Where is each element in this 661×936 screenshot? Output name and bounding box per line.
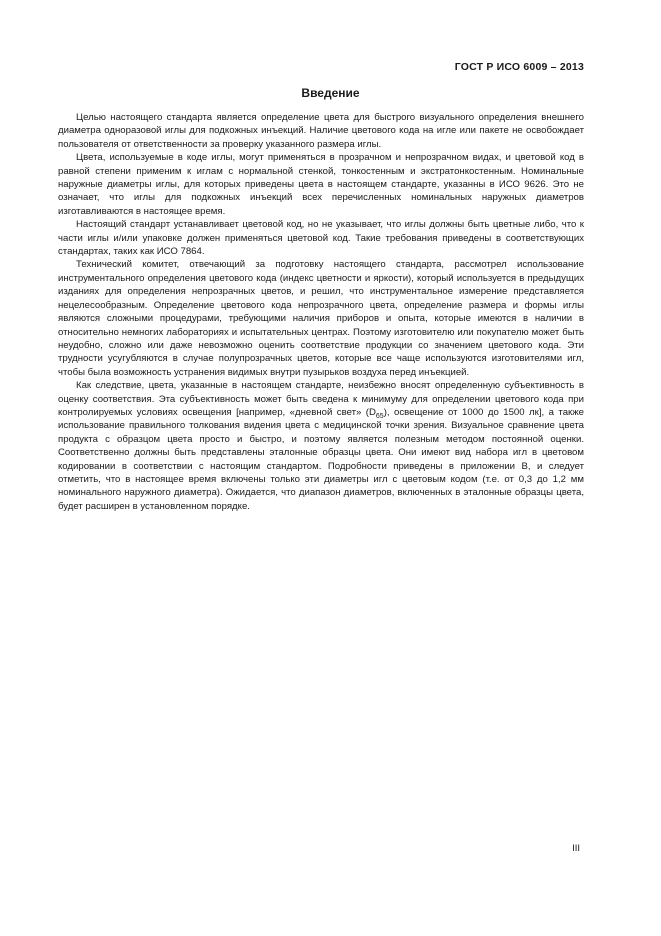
paragraph-5	[58, 379, 584, 513]
standard-header: ГОСТ Р ИСО 6009 – 2013	[454, 61, 584, 73]
paragraph-5-part-1: Как следствие, цвета, указанные в настоящем стандарте, неизбежно вносят определенную субъективность в оценку соответствия. Эта субъективность может быть сведена к минимуму для определении цветового кода при контролируемых условиях освещения [например, «дневной свет» (D	[58, 380, 584, 418]
body-text	[58, 111, 584, 513]
page-number: III	[572, 843, 580, 854]
paragraph-5-part-2: ), освещение от 1000 до 1500 лк], а также использование правильного толкования видения цвета с медицинской точки зрения. Визуальное сравнение цвета продукта с образцом цвета просто и быстро, и поэтому является полезным методом постоянной оценки. Соответственно должны быть представлены эталонные образцы цвета. Они имеют вид набора игл в цветовом кодировании в соответствии с настоящим стандартом. Подробности приведены в приложении В, и следует отметить, что в настоящее время включены только эти диаметры игл с цветовым кодом (т.е. от 0,3 до 1,2 мм номинального наружного диаметра). Ожидается, что диапазон диаметров, включенных в эталонные образцы цвета, будет расширен в установленном порядке.	[58, 406, 584, 512]
paragraph-2: Цвета, используемые в коде иглы, могут применяться в прозрачном и непрозрачном видах, и цветовой код в равной степени применим к иглам с нормальной стенкой, тонкостенным и экстратонкостенным. Номинальные наружные диаметры иглы, для которых приведены цвета в настоящем стандарте, указанны в ИСО 9626. Это не означает, что иглы для подкожных инъекций всех перечисленных номинальных наружных диаметров изготавливаются в настоящее время.	[58, 152, 584, 217]
paragraph-1: Целью настоящего стандарта является определение цвета для быстрого визуального определения внешнего диаметра одноразовой иглы для подкожных инъекций. Наличие цветового кода на игле или пакете не освобождает пользователя от ответственности за проверку указанного размера иглы.	[58, 112, 584, 150]
paragraph-3: Настоящий стандарт устанавливает цветовой код, но не указывает, что иглы должны быть цветные либо, что к части иглы и/или упаковке должен применяться цветовой код. Такие требования приведены в соответствующих стандартах, таких как ИСО 7864.	[58, 219, 584, 258]
paragraph-4: Технический комитет, отвечающий за подготовку настоящего стандарта, рассмотрел использование инструментального определения цветового кода (индекс цветности и яркости), который используется в предыдущих изданиях для определения непрозрачных цветов, и решил, что инструментальное измерение представляется нецелесообразным. Определение цветового кода непрозрачного цвета, определение размера и формы иглы являются сложными процедурами, требующими наличия приборов и опыта, которые имеются в наличии в относительно немногих лабораториях и испытательных центрах. Поэтому изготовителю или покупателю может быть неудобно, сложно или даже невозможно оценить соответствие продукции со значением цветового кода. Эти трудности усугубляются в случае полупрозрачных цветов, которые все чаще используются изготовителями игл, чтобы была возможность устранения видимых внутри пузырьков воздуха перед инъекцией.	[58, 259, 584, 378]
illuminant-subscript: 65	[375, 412, 384, 420]
section-title: Введение	[301, 86, 360, 100]
